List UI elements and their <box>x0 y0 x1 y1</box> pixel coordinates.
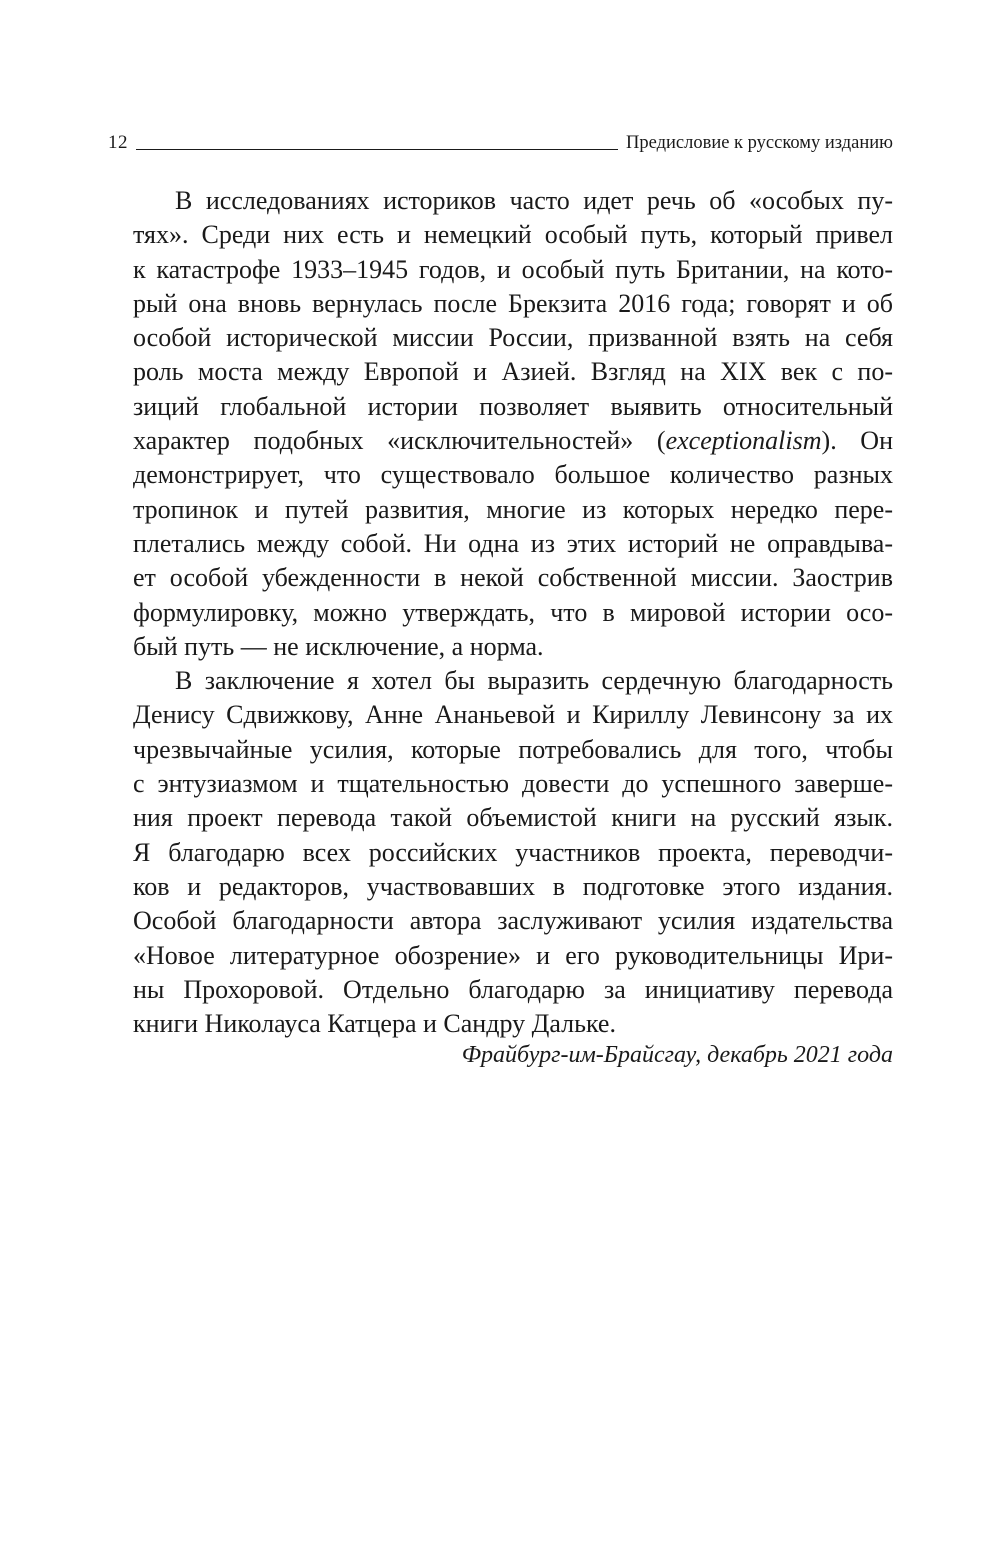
text-line: зиций глобальной истории позволяет выявить относительный <box>133 391 893 421</box>
text-line: характер подобных «исключительностей» (exceptionalism). Он <box>133 426 893 456</box>
paragraph-1 <box>133 184 893 664</box>
text-line: ет особой убежденности в некой собственной миссии. Заострив <box>133 563 893 593</box>
text-line: Особой благодарности автора заслуживают усилия издательства <box>133 906 893 936</box>
running-head <box>108 124 893 154</box>
text-line: ков и редакторов, участвовавших в подготовке этого издания. <box>133 871 893 901</box>
text-line: В исследованиях историков часто идет речь об «особых пу- <box>175 186 893 215</box>
place-date-signature: Фрайбург-им-Брайсгау, декабрь 2021 года <box>461 1042 893 1068</box>
text-line: демонстрирует, что существовало большое количество разных <box>133 460 893 490</box>
text-line: В заключение я хотел бы выразить сердечную благодарность <box>175 666 893 696</box>
text-line: плетались между собой. Ни одна из этих историй не оправдыва- <box>133 528 893 558</box>
text-line: рый она вновь вернулась после Брекзита 2016 года; говорят и об <box>133 288 893 318</box>
text-line: чрезвычайные усилия, которые потребовались для того, чтобы <box>133 734 893 764</box>
text-line: особой исторической миссии России, призванной взять на себя <box>133 323 893 353</box>
text-line: ния проект перевода такой объемистой книги на русский язык. <box>133 803 893 833</box>
text-line: Денису Сдвижкову, Анне Ананьевой и Кириллу Левинсону за их <box>133 700 893 730</box>
text-line: к катастрофе 1933–1945 годов, и особый путь Британии, на кото- <box>133 254 893 284</box>
body-text <box>133 184 893 1041</box>
text-line: тропинок и путей развития, многие из которых нередко пере- <box>133 494 893 524</box>
text-line: роль моста между Европой и Азией. Взгляд на XIX век с по- <box>133 357 893 387</box>
text-line: книги Николауса Катцера и Сандру Дальке. <box>133 1009 616 1039</box>
text-line: Я благодарю всех российских участников проекта, переводчи- <box>133 837 893 867</box>
section-title: Предисловие к русскому изданию <box>626 133 893 153</box>
text-line: ны Прохоровой. Отдельно благодарю за инициативу перевода <box>133 974 893 1004</box>
page-number: 12 <box>108 132 128 153</box>
text-line: с энтузиазмом и тщательностью довести до успешного заверше- <box>133 769 893 799</box>
text-line: «Новое литературное обозрение» и его руководительницы Ири- <box>133 940 893 970</box>
italic-term: exceptionalism <box>665 426 822 456</box>
text-line: формулировку, можно утверждать, что в мировой истории осо- <box>133 597 893 627</box>
text-line: бый путь — не исключение, а норма. <box>133 631 544 661</box>
paragraph-2 <box>133 664 893 1041</box>
text-line: тях». Среди них есть и немецкий особый путь, который привел <box>133 220 893 250</box>
header-rule <box>136 149 618 150</box>
